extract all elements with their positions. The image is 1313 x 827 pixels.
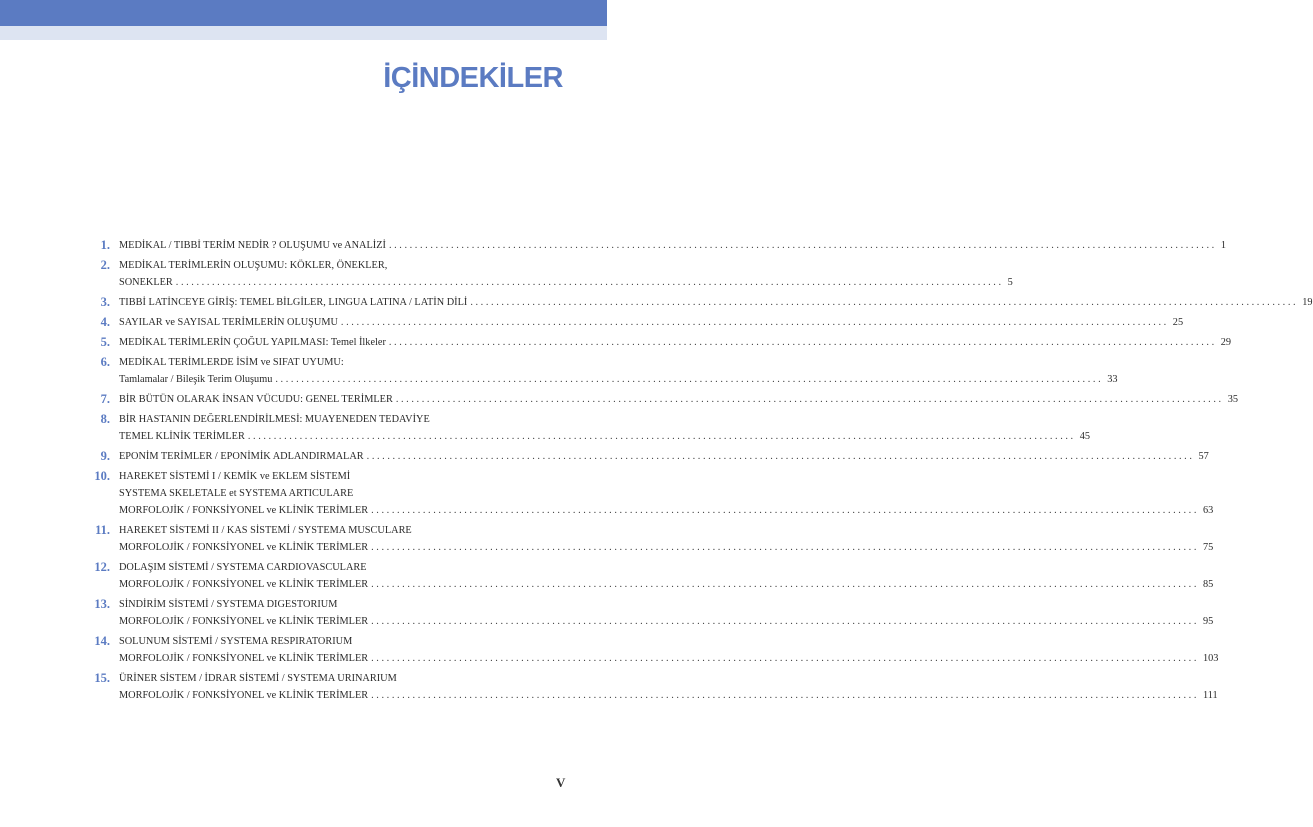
toc-entry-title: SAYILAR ve SAYISAL TERİMLERİN OLUŞUMU xyxy=(119,317,338,328)
toc-entry-line xyxy=(119,371,1118,388)
toc-entry-line xyxy=(119,411,564,428)
toc-entry-page: 1 xyxy=(1220,240,1226,251)
toc-entry-number: 3. xyxy=(100,295,110,309)
toc-entry-title: BİR HASTANIN DEĞERLENDİRİLMESİ: MUAYENEDEN TEDAVİYE xyxy=(119,414,430,425)
toc-entry-number: 13. xyxy=(94,597,110,611)
toc-entry-title: DOLAŞIM SİSTEMİ / SYSTEMA CARDIOVASCULARE xyxy=(119,562,367,573)
toc-leader-dots: ................................................................................................................................................................ xyxy=(366,451,1195,462)
toc-entry-title: SOLUNUM SİSTEMİ / SYSTEMA RESPIRATORIUM xyxy=(119,636,353,647)
toc-entry-line xyxy=(119,559,564,576)
toc-entry xyxy=(84,633,1219,667)
toc-entry-page: 19 xyxy=(1302,297,1313,308)
toc-leader-dots: ................................................................................................................................................................ xyxy=(371,505,1199,516)
toc-entry-title: EPONİM TERİMLER / EPONİMİK ADLANDIRMALAR xyxy=(119,451,364,462)
toc-entry-number: 4. xyxy=(100,315,110,329)
toc-leader-dots: ................................................................................................................................................................ xyxy=(395,394,1224,405)
toc-entry xyxy=(84,468,1214,519)
toc-entry-title: MORFOLOJİK / FONKSİYONEL ve KLİNİK TERİMLER xyxy=(119,653,369,664)
toc-entry-line xyxy=(119,576,1214,593)
toc-entry-line xyxy=(119,650,1219,667)
toc-entry-line xyxy=(119,670,564,687)
page-title: İÇİNDEKİLER xyxy=(383,62,563,94)
toc-entry-line xyxy=(119,274,1013,291)
toc-entry-line xyxy=(119,596,564,613)
toc-leader-dots: ................................................................................................................................................................ xyxy=(371,616,1199,627)
toc-entry-number: 15. xyxy=(94,671,110,685)
toc-entry-number: 14. xyxy=(94,634,110,648)
table-of-contents xyxy=(84,237,1313,707)
page-number: V xyxy=(556,775,566,790)
toc-entry-title: SONEKLER xyxy=(119,277,173,288)
toc-entry-number: 2. xyxy=(100,258,110,272)
toc-entry-title: MORFOLOJİK / FONKSİYONEL ve KLİNİK TERİMLER xyxy=(119,542,369,553)
toc-entry-number: 11. xyxy=(95,523,110,537)
toc-entry-title: MORFOLOJİK / FONKSİYONEL ve KLİNİK TERİMLER xyxy=(119,505,369,516)
toc-entry-number: 1. xyxy=(100,238,110,252)
toc-entry-line xyxy=(119,334,1232,351)
toc-leader-dots: ................................................................................................................................................................ xyxy=(247,431,1076,442)
toc-entry-title: TEMEL KLİNİK TERİMLER xyxy=(119,431,245,442)
toc-entry-title: MORFOLOJİK / FONKSİYONEL ve KLİNİK TERİMLER xyxy=(119,579,369,590)
toc-entry xyxy=(84,559,1214,593)
toc-entry-line xyxy=(119,687,1218,704)
toc-leader-dots: ................................................................................................................................................................ xyxy=(371,579,1199,590)
toc-entry-title: MORFOLOJİK / FONKSİYONEL ve KLİNİK TERİMLER xyxy=(119,616,369,627)
toc-entry xyxy=(84,237,1226,254)
header-subband xyxy=(0,26,607,40)
toc-entry xyxy=(84,411,1091,445)
toc-entry-page: 63 xyxy=(1203,505,1214,516)
toc-entry-page: 85 xyxy=(1203,579,1214,590)
toc-leader-dots: ................................................................................................................................................................ xyxy=(470,297,1299,308)
toc-leader-dots: ................................................................................................................................................................ xyxy=(371,690,1199,701)
toc-entry xyxy=(84,294,1313,311)
toc-entry xyxy=(84,391,1238,408)
toc-entry-title: ÜRİNER SİSTEM / İDRAR SİSTEMİ / SYSTEMA URINARIUM xyxy=(119,673,397,684)
toc-leader-dots: ................................................................................................................................................................ xyxy=(388,337,1217,348)
toc-entry-page: 35 xyxy=(1227,394,1238,405)
toc-entry-line xyxy=(119,391,1238,408)
toc-entry-number: 8. xyxy=(100,412,110,426)
toc-entry-number: 6. xyxy=(100,355,110,369)
toc-entry-title: MEDİKAL TERİMLERİN ÇOĞUL YAPILMASI: Temel İlkeler xyxy=(119,337,386,348)
toc-entry-title: SYSTEMA SKELETALE et SYSTEMA ARTICULARE xyxy=(119,488,354,499)
toc-entry-page: 111 xyxy=(1203,690,1218,701)
toc-entry-number: 12. xyxy=(94,560,110,574)
header-band xyxy=(0,0,607,26)
toc-entry-line xyxy=(119,613,1214,630)
toc-entry-line xyxy=(119,539,1214,556)
toc-entry xyxy=(84,596,1214,630)
toc-entry-line xyxy=(119,502,1214,519)
toc-leader-dots: ................................................................................................................................................................ xyxy=(340,317,1169,328)
toc-entry-page: 75 xyxy=(1203,542,1214,553)
toc-entry xyxy=(84,522,1214,556)
toc-entry-line xyxy=(119,633,564,650)
toc-entry-line xyxy=(119,354,564,371)
toc-entry-page: 57 xyxy=(1198,451,1209,462)
toc-entry xyxy=(84,670,1218,704)
toc-entry-title: MEDİKAL / TIBBİ TERİM NEDİR ? OLUŞUMU ve ANALİZİ xyxy=(119,240,386,251)
toc-entry-page: 33 xyxy=(1107,374,1118,385)
toc-entry-page: 45 xyxy=(1079,431,1091,442)
toc-leader-dots: ................................................................................................................................................................ xyxy=(371,653,1199,664)
toc-entry-title: MEDİKAL TERİMLERİN OLUŞUMU: KÖKLER, ÖNEKLER, xyxy=(119,260,388,271)
toc-entry-page: 25 xyxy=(1172,317,1184,328)
toc-entry-page: 103 xyxy=(1203,653,1219,664)
toc-entry-number: 7. xyxy=(100,392,110,406)
toc-entry-line xyxy=(119,237,1226,254)
toc-entry xyxy=(84,314,1184,331)
toc-entry-page: 95 xyxy=(1203,616,1214,627)
toc-leader-dots: ................................................................................................................................................................ xyxy=(371,542,1199,553)
toc-entry xyxy=(84,448,1209,465)
toc-entry-number: 10. xyxy=(94,469,110,483)
toc-entry xyxy=(84,334,1232,351)
toc-entry-line xyxy=(119,485,564,502)
toc-entry xyxy=(84,354,1118,388)
toc-entry-title: Tamlamalar / Bileşik Terim Oluşumu xyxy=(119,374,273,385)
toc-entry-title: BİR BÜTÜN OLARAK İNSAN VÜCUDU: GENEL TERİMLER xyxy=(119,394,393,405)
toc-entry-page: 5 xyxy=(1007,277,1013,288)
toc-entry-title: MEDİKAL TERİMLERDE İSİM ve SIFAT UYUMU: xyxy=(119,357,344,368)
toc-entry-line xyxy=(119,257,564,274)
toc-entry-title: TIBBİ LATİNCEYE GİRİŞ: TEMEL BİLGİLER, LINGUA LATINA / LATİN DİLİ xyxy=(119,297,468,308)
toc-entry-line xyxy=(119,468,564,485)
toc-entry-number: 9. xyxy=(100,449,110,463)
toc-entry-line xyxy=(119,448,1209,465)
toc-leader-dots: ................................................................................................................................................................ xyxy=(275,374,1104,385)
toc-entry-title: HAREKET SİSTEMİ II / KAS SİSTEMİ / SYSTEMA MUSCULARE xyxy=(119,525,412,536)
toc-entry-line xyxy=(119,294,1313,311)
toc-entry-title: HAREKET SİSTEMİ I / KEMİK ve EKLEM SİSTEMİ xyxy=(119,471,351,482)
toc-entry-line xyxy=(119,522,564,539)
toc-leader-dots: ................................................................................................................................................................ xyxy=(175,277,1004,288)
toc-entry-line xyxy=(119,314,1184,331)
toc-entry xyxy=(84,257,1013,291)
toc-entry-title: SİNDİRİM SİSTEMİ / SYSTEMA DIGESTORIUM xyxy=(119,599,338,610)
toc-leader-dots: ................................................................................................................................................................ xyxy=(388,240,1217,251)
toc-entry-line xyxy=(119,428,1091,445)
toc-entry-title: MORFOLOJİK / FONKSİYONEL ve KLİNİK TERİMLER xyxy=(119,690,369,701)
toc-entry-number: 5. xyxy=(100,335,110,349)
toc-entry-page: 29 xyxy=(1220,337,1232,348)
